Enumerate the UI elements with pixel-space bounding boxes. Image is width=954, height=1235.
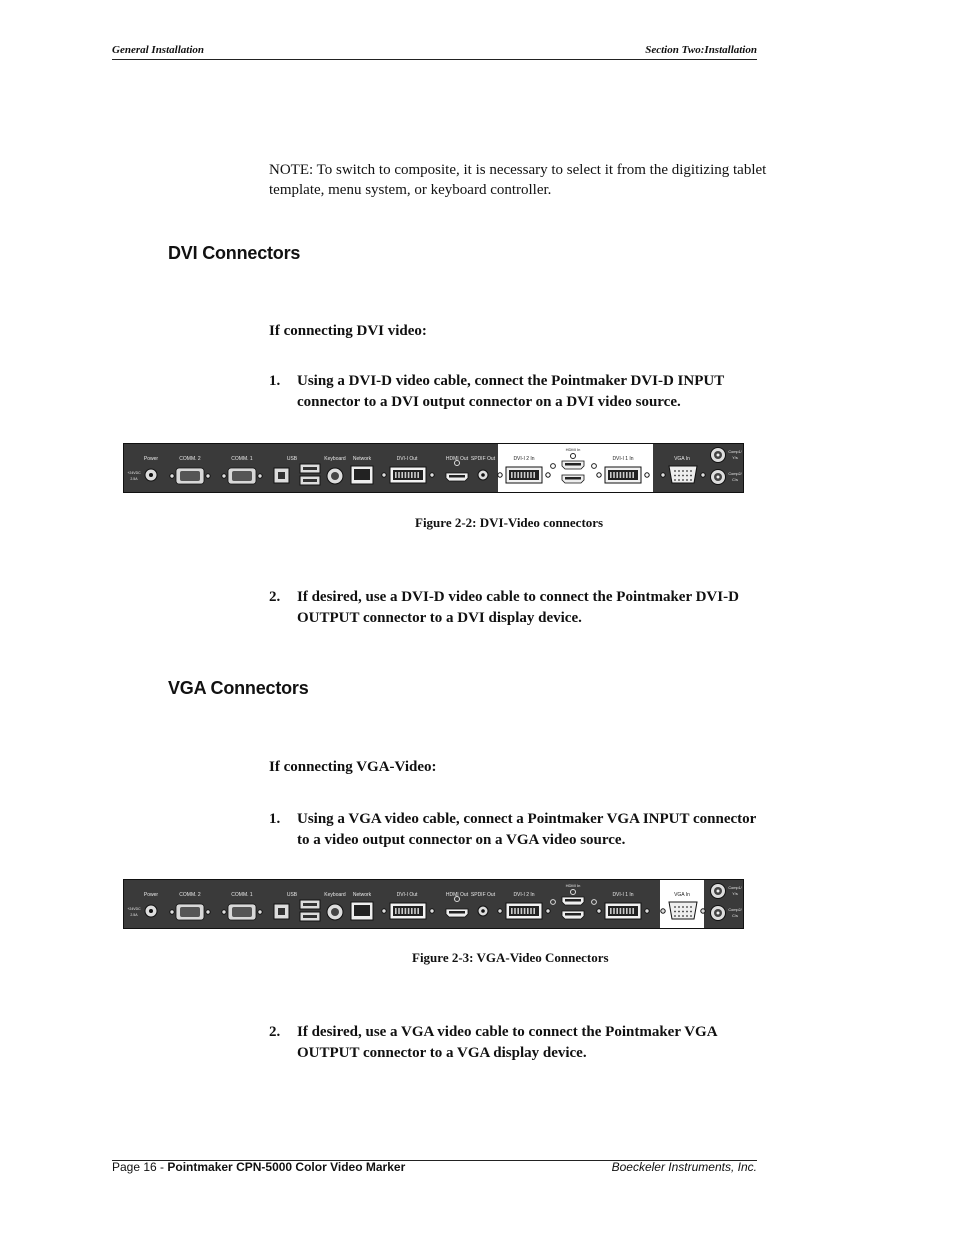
dvi-out-port-pin	[395, 472, 397, 478]
dvi-out-port-pin	[398, 472, 400, 478]
dvi-out-port-pin	[395, 908, 397, 914]
dvi1-in-port-pin	[623, 472, 625, 478]
comm2-label: COMM. 2	[179, 456, 201, 462]
vga-in-pin	[674, 479, 676, 481]
dvi2-in-port-pin	[524, 472, 526, 478]
network-rj45-inner	[354, 905, 370, 916]
keyboard-ps2-inner	[331, 472, 339, 480]
dvi-out-label: DVI-I Out	[396, 892, 418, 898]
vga-in-pin	[678, 470, 680, 472]
dvi-out-port-pin	[417, 908, 419, 914]
power-spec-label: 2.5A	[130, 477, 138, 481]
hdmi-out-label: HDMI Out	[445, 892, 469, 898]
step-text-line2: OUTPUT connector to a DVI display device.	[297, 610, 582, 626]
usb-a-slot	[303, 479, 317, 482]
vga-figure-caption: Figure 2-3: VGA-Video Connectors	[412, 950, 609, 965]
comm2-port-screw-left	[170, 910, 174, 914]
step-text-line1: If desired, use a VGA video cable to connect the Pointmaker VGA	[297, 1024, 718, 1040]
dvi2-in-port-pin	[527, 908, 529, 914]
dvi2-in-port-pin	[517, 908, 519, 914]
comp-y-label: Y/s	[732, 892, 738, 896]
hdmi-in-port-2-slot	[565, 477, 581, 480]
dvi2-in-port-pin	[533, 472, 535, 478]
dvi2-in-port-screw-right	[546, 473, 550, 477]
step-text-line1: Using a VGA video cable, connect a Pointmaker VGA INPUT connector	[297, 811, 757, 827]
step-text-line1: Using a DVI-D video cable, connect the Pointmaker DVI-D INPUT	[297, 373, 725, 389]
running-header-left: General Installation	[112, 44, 204, 56]
dvi1-in-label: DVI-I 1 In	[612, 456, 634, 462]
dvi-out-label: DVI-I Out	[396, 456, 418, 462]
dvi1-in-port-screw-left	[597, 473, 601, 477]
dvi-out-port-pin	[408, 472, 410, 478]
usb-b-inner	[278, 472, 285, 479]
comm2-port-screw-left	[170, 474, 174, 478]
dvi1-in-label: DVI-I 1 In	[612, 892, 634, 898]
vga-in-pin	[674, 915, 676, 917]
step-number: 2.	[269, 1024, 281, 1040]
step-text-line1: If desired, use a DVI-D video cable to connect the Pointmaker DVI-D	[297, 589, 739, 605]
vga-in-pin	[674, 475, 676, 477]
footer-left	[112, 1160, 405, 1174]
usb-a-slot	[303, 467, 317, 470]
vga-in-pin	[682, 915, 684, 917]
vga-heading: VGA Connectors	[168, 678, 309, 698]
dvi1-in-port-pin	[623, 908, 625, 914]
dvi2-in-port-pin	[521, 472, 523, 478]
keyboard-ps2-inner	[331, 908, 339, 916]
vga-in-pin	[686, 906, 688, 908]
dvi1-in-port-pin	[620, 472, 622, 478]
dvi1-in-port-pin	[616, 908, 618, 914]
step-text-line2: connector to a DVI output connector on a DVI video source.	[297, 394, 681, 410]
hdmi-out-port-slot	[449, 475, 465, 478]
comp-y-bnc-pin	[717, 454, 720, 457]
spdif-out-pin	[481, 909, 485, 913]
vga-screw-right	[701, 909, 705, 913]
dvi-out-port-screw-left	[382, 473, 386, 477]
dvi-out-port-pin	[405, 472, 407, 478]
vga-in-pin	[686, 915, 688, 917]
comm2-port-inner	[180, 471, 200, 481]
dvi1-in-port-pin	[629, 472, 631, 478]
comp-y-label: Y/s	[732, 456, 738, 460]
footer-product-title: Pointmaker CPN-5000 Color Video Marker	[167, 1160, 406, 1174]
dvi2-in-port-pin	[511, 472, 513, 478]
dvi-out-port-pin	[401, 908, 403, 914]
hdmi-in-port-2-slot	[565, 913, 581, 916]
dvi1-in-port-pin	[616, 472, 618, 478]
dvi-out-port-screw-left	[382, 909, 386, 913]
keyboard-label: Keyboard	[324, 892, 346, 898]
rear-panel-svg	[124, 444, 743, 492]
power-spec-label: +24VDC	[127, 471, 141, 475]
dvi2-in-port-pin	[517, 472, 519, 478]
vga-in-pin	[674, 470, 676, 472]
dvi1-in-port-pin	[626, 908, 628, 914]
dvi1-in-port-screw-left	[597, 909, 601, 913]
comm2-port-inner	[180, 907, 200, 917]
vga-in-pin	[686, 911, 688, 913]
dvi2-in-label: DVI-I 2 In	[513, 892, 535, 898]
dvi2-in-port-pin	[511, 908, 513, 914]
dvi2-in-port-pin	[530, 472, 532, 478]
comm2-port-screw-right	[206, 474, 210, 478]
dvi-out-port-pin	[414, 472, 416, 478]
vga-in-pin	[678, 479, 680, 481]
comp-c-bnc-pin	[717, 912, 720, 915]
vga-in-pin	[674, 911, 676, 913]
rear-panel-svg	[124, 880, 743, 928]
vga-in-pin	[690, 475, 692, 477]
dvi2-in-port-pin	[514, 472, 516, 478]
comp-y-label: Comp1/	[728, 886, 742, 890]
dvi1-led	[592, 900, 597, 905]
spdif-out-label: SPDIF Out	[470, 456, 496, 462]
spdif-out-pin	[481, 473, 485, 477]
dvi-out-port-screw-right	[430, 473, 434, 477]
vga-intro: If connecting VGA-Video:	[269, 759, 437, 775]
dvi2-in-port-screw-left	[498, 473, 502, 477]
comm1-label: COMM. 1	[231, 456, 253, 462]
note-paragraph: NOTE: To switch to composite, it is necessary to select it from the digitizing tablet template, menu system, or keyboard controller.	[269, 162, 767, 198]
vga-in-pin	[678, 915, 680, 917]
hdmi-in-port-1-slot	[565, 899, 581, 902]
hdmi-in-led	[571, 890, 576, 895]
comp-c-bnc-pin	[717, 476, 720, 479]
spdif-out-label: SPDIF Out	[470, 892, 496, 898]
dvi-out-port-pin	[417, 472, 419, 478]
dvi-out-port-screw-right	[430, 909, 434, 913]
dvi1-in-port-pin	[620, 908, 622, 914]
vga-screw-left	[661, 473, 665, 477]
dvi1-in-port-screw-right	[645, 909, 649, 913]
dvi-figure-caption: Figure 2-2: DVI-Video connectors	[415, 515, 604, 530]
dvi2-in-port-screw-right	[546, 909, 550, 913]
hdmi-in-label: HDMI In	[565, 883, 581, 888]
comp-c-label: Comp2/	[728, 472, 742, 476]
comm1-port-inner	[232, 907, 252, 917]
dvi1-in-port-pin	[632, 472, 634, 478]
power-spec-label: 2.5A	[130, 913, 138, 917]
dvi2-in-port-pin	[514, 908, 516, 914]
dvi1-in-port-pin	[626, 472, 628, 478]
comm1-port-inner	[232, 471, 252, 481]
network-rj45-inner	[354, 469, 370, 480]
vga-screw-left	[661, 909, 665, 913]
vga-in-label: VGA In	[674, 892, 690, 898]
comm1-label: COMM. 1	[231, 892, 253, 898]
usb-label: USB	[286, 892, 298, 898]
step-number: 2.	[269, 589, 281, 605]
network-label: Network	[352, 456, 372, 462]
step-text-line2: OUTPUT connector to a VGA display device.	[297, 1045, 587, 1061]
dvi2-in-port-screw-left	[498, 909, 502, 913]
usb-b-inner	[278, 908, 285, 915]
dvi1-in-port-pin	[613, 472, 615, 478]
hdmi-in-label: HDMI In	[565, 447, 581, 452]
vga-in-pin	[690, 470, 692, 472]
dvi2-led	[551, 900, 556, 905]
keyboard-label: Keyboard	[324, 456, 346, 462]
dvi1-in-port-screw-right	[645, 473, 649, 477]
comm2-port-screw-right	[206, 910, 210, 914]
dvi1-in-port-pin	[629, 908, 631, 914]
power-label: Power	[143, 892, 159, 898]
vga-in-pin	[682, 906, 684, 908]
comm1-port-screw-right	[258, 910, 262, 914]
usb-a-slot	[303, 903, 317, 906]
running-header-right: Section Two:Installation	[645, 44, 757, 56]
dvi1-in-port-pin	[632, 908, 634, 914]
hdmi-out-port-slot	[449, 911, 465, 914]
comp-c-label: C/s	[732, 478, 738, 482]
comm1-port-screw-left	[222, 474, 226, 478]
dvi2-in-port-pin	[521, 908, 523, 914]
dvi-heading: DVI Connectors	[168, 243, 301, 263]
vga-in-pin	[678, 911, 680, 913]
vga-in-pin	[690, 915, 692, 917]
dvi-intro: If connecting DVI video:	[269, 323, 427, 339]
comm2-label: COMM. 2	[179, 892, 201, 898]
vga-in-pin	[682, 911, 684, 913]
comm1-port-screw-right	[258, 474, 262, 478]
power-label: Power	[143, 456, 159, 462]
dvi1-in-port-pin	[610, 472, 612, 478]
step-text-line2: to a video output connector on a VGA video source.	[297, 832, 626, 848]
dvi-out-port-pin	[401, 472, 403, 478]
dvi2-in-port-pin	[530, 908, 532, 914]
vga-in-pin	[690, 906, 692, 908]
power-spec-label: +24VDC	[127, 907, 141, 911]
dvi-out-port-pin	[411, 472, 413, 478]
vga-in-pin	[682, 470, 684, 472]
vga-in-pin	[686, 479, 688, 481]
dvi-out-port-pin	[411, 908, 413, 914]
dvi-out-port-pin	[408, 908, 410, 914]
dvi2-in-port-pin	[527, 472, 529, 478]
dvi-rear-panel-figure	[123, 443, 744, 493]
dvi-out-port-pin	[398, 908, 400, 914]
vga-in-pin	[682, 479, 684, 481]
dvi-out-port-pin	[414, 908, 416, 914]
vga-screw-right	[701, 473, 705, 477]
comp-c-label: Comp2/	[728, 908, 742, 912]
step-number: 1.	[269, 373, 281, 389]
dvi2-in-label: DVI-I 2 In	[513, 456, 535, 462]
vga-in-pin	[690, 911, 692, 913]
dvi1-in-port-pin	[613, 908, 615, 914]
hdmi-in-port-1-slot	[565, 463, 581, 466]
footer-page: Page 16 -	[112, 1160, 168, 1174]
usb-a-slot	[303, 915, 317, 918]
dvi-out-port-pin	[405, 908, 407, 914]
dvi1-in-port-pin	[610, 908, 612, 914]
vga-in-pin	[682, 475, 684, 477]
vga-in-pin	[678, 906, 680, 908]
header-rule	[112, 59, 757, 60]
vga-in-pin	[678, 475, 680, 477]
dvi2-in-port-pin	[533, 908, 535, 914]
dvi2-in-port-pin	[524, 908, 526, 914]
vga-in-label: VGA In	[674, 456, 690, 462]
network-label: Network	[352, 892, 372, 898]
vga-in-pin	[686, 475, 688, 477]
vga-in-pin	[674, 906, 676, 908]
power-jack-pin	[149, 473, 153, 477]
comp-y-label: Comp1/	[728, 450, 742, 454]
footer-right: Boeckeler Instruments, Inc.	[611, 1160, 757, 1174]
usb-label: USB	[286, 456, 298, 462]
hdmi-out-label: HDMI Out	[445, 456, 469, 462]
comm1-port-screw-left	[222, 910, 226, 914]
vga-rear-panel-figure	[123, 879, 744, 929]
vga-in-pin	[686, 470, 688, 472]
power-jack-pin	[149, 909, 153, 913]
comp-c-label: C/s	[732, 914, 738, 918]
step-number: 1.	[269, 811, 281, 827]
comp-y-bnc-pin	[717, 890, 720, 893]
vga-in-pin	[690, 479, 692, 481]
